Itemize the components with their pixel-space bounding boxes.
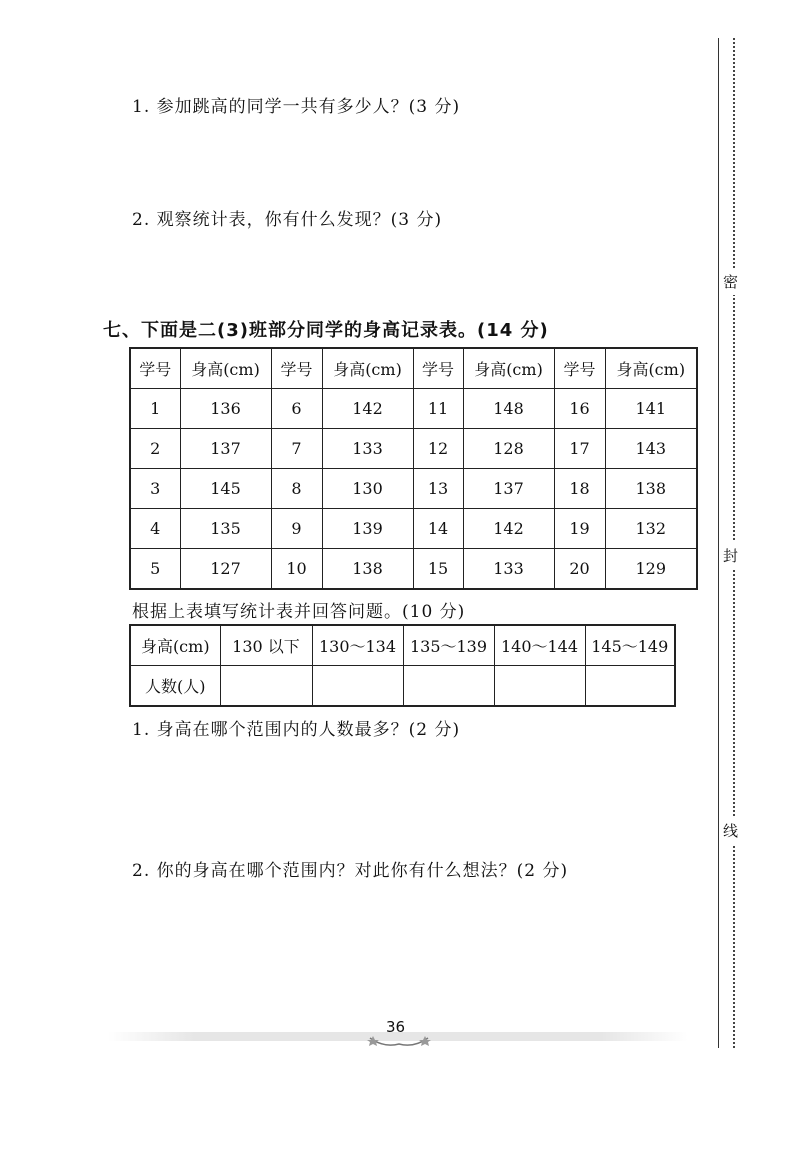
header-cell: 学号: [554, 348, 605, 389]
stats-header-cell: 130 以下: [220, 625, 312, 666]
table-row: [130, 549, 697, 590]
table-cell: 141: [605, 389, 697, 429]
table-cell: 142: [463, 509, 554, 549]
table-cell: 7: [271, 429, 322, 469]
table-cell: 15: [413, 549, 463, 590]
table-cell: 143: [605, 429, 697, 469]
question-your-range: 2. 你的身高在哪个范围内？对此你有什么想法？(2 分): [132, 861, 569, 881]
table-cell: 1: [130, 389, 180, 429]
stats-row-label: 人数(人): [130, 666, 220, 707]
table-cell: 12: [413, 429, 463, 469]
header-cell: 身高(cm): [322, 348, 413, 389]
table-cell: 16: [554, 389, 605, 429]
table-cell: 18: [554, 469, 605, 509]
table-cell: 19: [554, 509, 605, 549]
stats-table: [129, 624, 676, 707]
table-cell: 138: [322, 549, 413, 590]
stats-header-cell: 130～134: [312, 625, 403, 666]
stats-count-row: [130, 666, 675, 707]
table-row: [130, 389, 697, 429]
table-cell: 142: [322, 389, 413, 429]
header-cell: 身高(cm): [463, 348, 554, 389]
section-7-title: 七、下面是二(3)班部分同学的身高记录表。(14 分): [103, 320, 549, 341]
table-cell: 3: [130, 469, 180, 509]
margin-label-mi: 密: [723, 268, 738, 295]
header-cell: 学号: [130, 348, 180, 389]
count-answer-cell[interactable]: [312, 666, 403, 707]
table-cell: 148: [463, 389, 554, 429]
count-answer-cell[interactable]: [220, 666, 312, 707]
table-cell: 130: [322, 469, 413, 509]
margin-label-xian: 线: [723, 817, 738, 844]
table-cell: 138: [605, 469, 697, 509]
table-cell: 20: [554, 549, 605, 590]
footer-ornament-icon: [366, 1034, 432, 1052]
table-cell: 10: [271, 549, 322, 590]
table-cell: 13: [413, 469, 463, 509]
table-cell: 127: [180, 549, 271, 590]
table-cell: 136: [180, 389, 271, 429]
count-answer-cell[interactable]: [585, 666, 675, 707]
header-cell: 身高(cm): [180, 348, 271, 389]
table-cell: 139: [322, 509, 413, 549]
table-cell: 133: [463, 549, 554, 590]
table-cell: 9: [271, 509, 322, 549]
margin-label-feng: 封: [723, 542, 738, 569]
question-1-jump-total: 1. 参加跳高的同学一共有多少人？(3 分): [132, 97, 461, 117]
table-cell: 135: [180, 509, 271, 549]
stats-header-row: [130, 625, 675, 666]
stats-header-cell: 145～149: [585, 625, 675, 666]
header-cell: 身高(cm): [605, 348, 697, 389]
table-cell: 4: [130, 509, 180, 549]
table-cell: 137: [180, 429, 271, 469]
count-answer-cell[interactable]: [494, 666, 585, 707]
table-row: [130, 469, 697, 509]
question-2-observe-table: 2. 观察统计表，你有什么发现？(3 分): [132, 210, 443, 230]
table-cell: 14: [413, 509, 463, 549]
stats-header-cell: 身高(cm): [130, 625, 220, 666]
header-cell: 学号: [271, 348, 322, 389]
table-cell: 132: [605, 509, 697, 549]
table-cell: 128: [463, 429, 554, 469]
table-row: [130, 509, 697, 549]
binding-margin-line: [718, 38, 719, 1048]
table-cell: 129: [605, 549, 697, 590]
table-cell: 6: [271, 389, 322, 429]
header-cell: 学号: [413, 348, 463, 389]
table-header-row: [130, 348, 697, 389]
fill-instruction: 根据上表填写统计表并回答问题。(10 分): [132, 602, 466, 622]
count-answer-cell[interactable]: [403, 666, 494, 707]
question-most-range: 1. 身高在哪个范围内的人数最多？(2 分): [132, 720, 461, 740]
table-cell: 17: [554, 429, 605, 469]
table-cell: 133: [322, 429, 413, 469]
table-cell: 8: [271, 469, 322, 509]
stats-header-cell: 135～139: [403, 625, 494, 666]
table-cell: 11: [413, 389, 463, 429]
page-number: 36: [386, 1018, 406, 1036]
table-cell: 137: [463, 469, 554, 509]
table-cell: 5: [130, 549, 180, 590]
table-cell: 145: [180, 469, 271, 509]
stats-header-cell: 140～144: [494, 625, 585, 666]
heights-record-table: [129, 347, 698, 590]
table-cell: 2: [130, 429, 180, 469]
table-row: [130, 429, 697, 469]
